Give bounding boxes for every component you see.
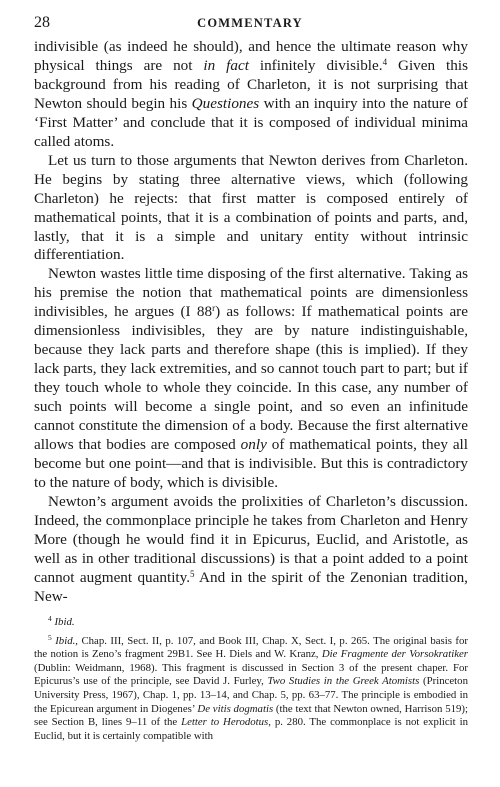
footnote-text: Ibid. [54,616,75,628]
text-run: indivisible (as indeed he should), and hence the ultimate reason why physical things are not [34,38,468,74]
text-run: (Dublin: Weidmann, 1968). This fragment is discussed in Section 3 of the present chaper. For Epicurus’s use of the principle, see David J. Furley, [34,661,468,688]
footnotes [34,616,468,743]
emphasis: Two Studies in the Greek Atomists [267,675,420,688]
text-run: , p. 280. The commonplace is not explicit in Euclid, but it is certainly compatible with [34,716,468,742]
text-run: ) as follows: If mathematical points are dimensionless indivisibles, they are by nature indistinguishable, because they lack parts and therefore shape (this is implied). If they lack parts, they lack extremities, and so cannot touch part to part; but if they touch whole to whole they coincide. In this case, any number of such points will become a single point, and so even an infinitude cannot constitute the dimension of a body. Because the first alternative allows that bodies are composed [34,303,468,454]
paragraph-3 [34,265,468,492]
footnote-mark: 5 [48,632,52,642]
text-run: with an inquiry into the nature of ‘First Matter’ and conclude that it is composed of individual minima called atoms. [34,94,468,150]
running-header [34,14,466,36]
text-run: infinitely divisible. [248,56,383,74]
text-run: And in the spirit of the Zenonian tradition, New- [34,568,468,605]
emphasis: only [240,436,267,454]
footnote-5 [34,632,468,744]
text-run: (Princeton University Press, 1967), Chap. 1, pp. 13–14, and Chap. 5, pp. 63–77. The principle is embodied in the Epicurean argument in Diogenes’ [34,675,468,715]
emphasis: Letter to Herodotus [181,716,269,729]
paragraph-2: Let us turn to those arguments that Newton derives from Charleton. He begins by stating three alternative views, which (following Charleton) he rejects: that first matter is composed entirely of mathematical points, that it is a combination of points and parts, and, lastly, that it is a simple and unitary entity without intrinsic differentiation. [34,151,468,264]
emphasis: Die Fragmente der Vorsokratiker [321,648,468,661]
page-number: 28 [34,14,50,31]
text-run: of mathematical points, they all become but one point—and that is indivisible. But this is contradictory to the nature of body, which is divisible. [34,436,468,491]
folio-superscript: r [212,303,216,314]
footnote-mark: 4 [48,614,52,623]
footnote-ref: 5 [190,568,195,579]
emphasis: Questiones [191,94,260,112]
emphasis: Ibid. [55,634,76,647]
paragraph-4 [34,493,468,607]
running-title: COMMENTARY [197,16,303,30]
text-run: Newton wastes little time disposing of the first alternative. Taking as his premise the notion that mathematical points are dimensionless indivisibles, he argues (I 88 [34,265,468,321]
body-text [34,38,468,607]
text-run: (the text that Newton owned, Harrison 519); see Section B, lines 9–11 of the [34,702,468,729]
text-run: Given this background from his reading of Charleton, it is not surprising that Newton should begin his [34,56,468,112]
footnote-ref: 4 [382,56,388,67]
text-run: Newton’s argument avoids the prolixities of Charleton’s discussion. Indeed, the commonplace principle he takes from Charleton and Henry More (though he would find it in Epicurus, Euclid, and Aristotle, as well as in other traditional discussions) is that a point added to a point cannot augment quantity. [34,492,468,586]
emphasis: De vitis dogmatis [197,702,274,715]
footnote-4 [34,616,468,630]
paragraph-1 [34,38,468,152]
text-run: , Chap. III, Sect. II, p. 107, and Book III, Chap. X, Sect. I, p. 265. The original basis for the notion is Zeno’s fragment 29B1. See H. Diels and W. Kranz, [34,634,468,661]
emphasis: in fact [203,56,249,74]
